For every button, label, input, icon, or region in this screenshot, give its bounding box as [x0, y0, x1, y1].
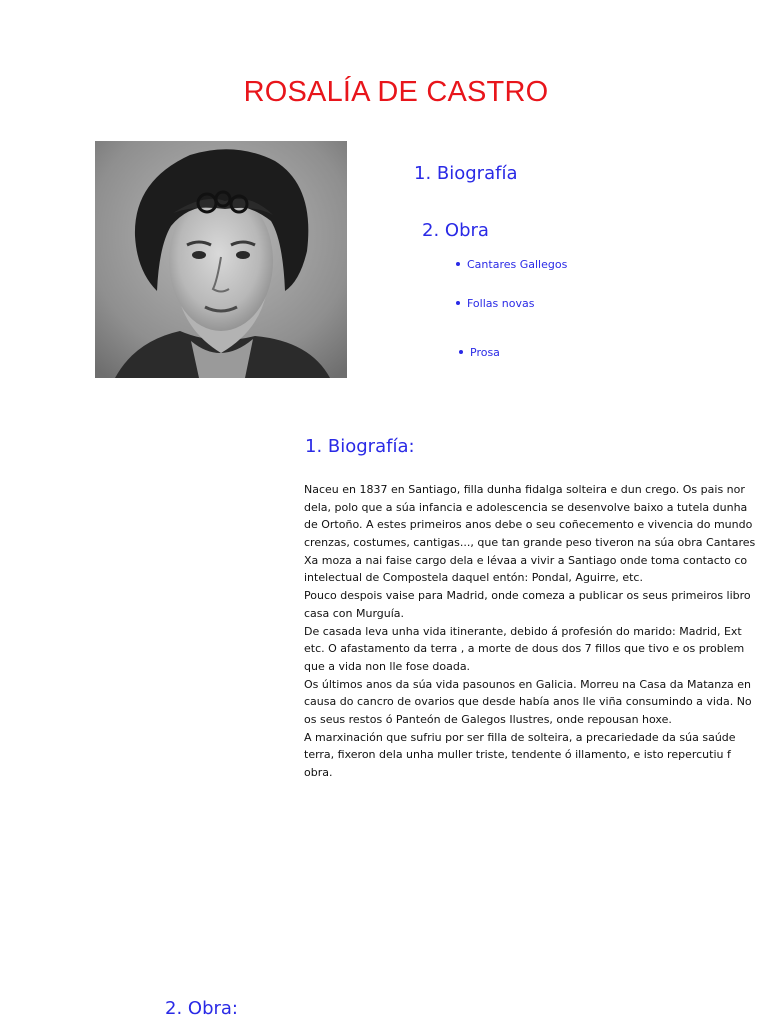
text-line: Os últimos anos da súa vida pasounos en Galicia. Morreu na Casa da Matanza en [304, 677, 751, 691]
section-heading-biografia: 1. Biografía: [305, 436, 415, 457]
text-line: terra, fixeron dela unha muller triste, tendente ó illamento, e isto repercutiu f [304, 748, 731, 762]
text-line: dela, polo que a súa infancia e adolescencia se desenvolve baixo a tutela dunha [304, 500, 748, 514]
biografia-text [304, 481, 768, 782]
bullet-icon [456, 262, 460, 266]
text-line: De casada leva unha vida itinerante, debido á profesión do marido: Madrid, Ext [304, 624, 742, 638]
bullet-icon [456, 301, 460, 305]
toc-link-obra[interactable]: 2. Obra [422, 220, 489, 241]
text-line: que a vida non lle fose doada. [304, 659, 471, 673]
toc-sublink-follas-novas[interactable] [456, 297, 534, 310]
toc-sublink-cantares-gallegos[interactable] [456, 258, 567, 271]
text-line: intelectual de Compostela daquel entón: Pondal, Aguirre, etc. [304, 571, 643, 585]
text-line: causa do cancro de ovarios que desde había anos lle viña consumindo a vida. No [304, 695, 752, 709]
page-title: ROSALÍA DE CASTRO [243, 76, 549, 108]
toc-sublink-prosa[interactable] [459, 346, 500, 359]
text-line: Xa moza a nai faise cargo dela e lévaa a vivir a Santiago onde toma contacto co [304, 553, 748, 567]
text-line: Pouco despois vaise para Madrid, onde comeza a publicar os seus primeiros libro [304, 589, 751, 603]
text-line: Naceu en 1837 en Santiago, filla dunha fidalga solteira e dun crego. Os pais nor [304, 483, 745, 496]
text-line: obra. [304, 766, 333, 779]
text-line: casa con Murguía. [304, 606, 405, 620]
portrait-photo [95, 141, 347, 378]
text-line: de Ortoño. A estes primeiros anos debe o seu coñecemento e vivencia do mundo [304, 518, 753, 532]
section-heading-obra: 2. Obra: [165, 998, 238, 1019]
text-line: os seus restos ó Panteón de Galegos Ilustres, onde repousan hoxe. [304, 712, 672, 726]
text-line: etc. O afastamento da terra , a morte de dous dos 7 fillos que tivo e os problem [304, 642, 745, 656]
bullet-icon [459, 350, 463, 354]
text-line: crenzas, costumes, cantigas..., que tan grande peso tiveron na súa obra Cantares [304, 536, 756, 550]
toc-link-biografia[interactable]: 1. Biografía [414, 163, 518, 184]
text-line: A marxinación que sufriu por ser filla de solteira, a precariedade da súa saúde [304, 730, 736, 744]
toc-sublink-label: Cantares Gallegos [467, 258, 568, 271]
toc-sublink-label: Follas novas [467, 297, 535, 310]
toc-sublink-label: Prosa [470, 346, 500, 359]
